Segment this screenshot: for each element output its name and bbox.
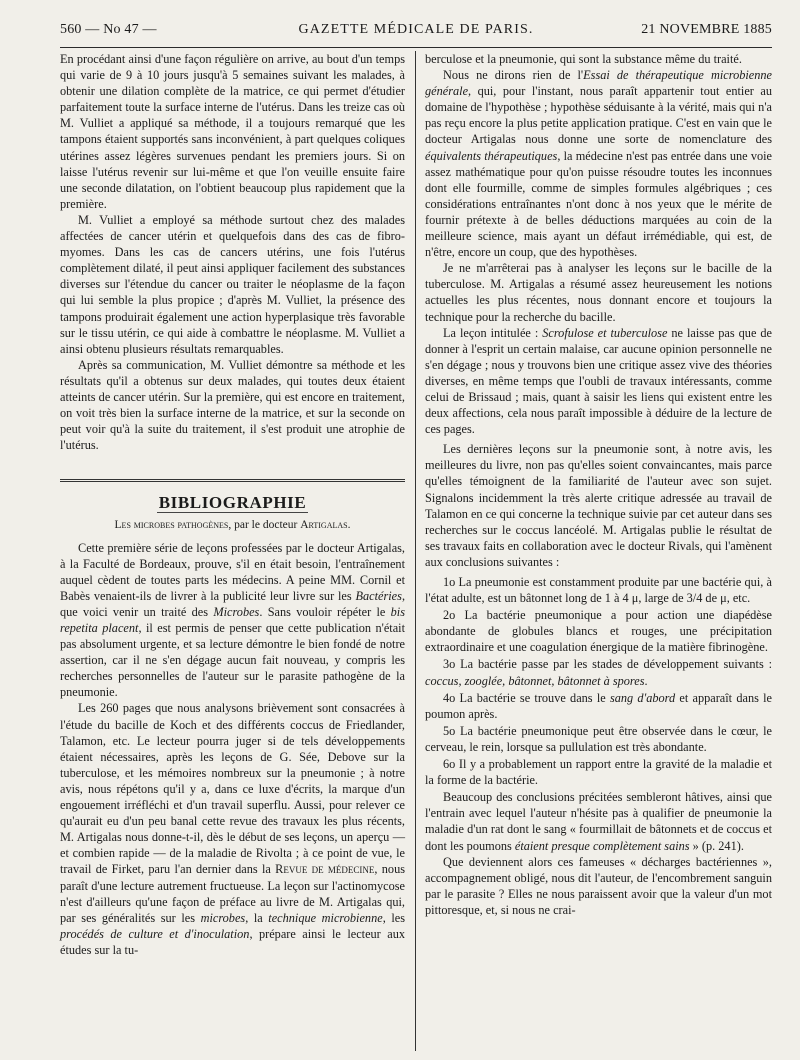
subtitle-by: par le docteur xyxy=(231,519,301,532)
text-run: , la xyxy=(245,910,269,925)
text-columns xyxy=(60,51,772,1051)
paragraph xyxy=(425,789,772,853)
text-run: Cette première série de leçons professées par le docteur Artigalas, à la Faculté de Bordeaux, prouve, s'il en était besoin, l'entraînement auquel cèdent de toutes parts les médecins. A peine MM. Cornil et Babès venaient-ils de livrer à la publicité leur livre sur les xyxy=(60,540,406,603)
bibliography-heading: BIBLIOGRAPHIE xyxy=(158,493,307,513)
book-title: Les microbes pathogènes, xyxy=(114,519,232,532)
italic-text: Scrofulose et tuberculose xyxy=(542,325,668,340)
paragraph: Que deviennent alors ces fameuses « décharges bactériennes », accompagnement obligé, nous dit l'auteur, de l'encombrement sanguin par le parasite ? Elles ne nous paraissent avoir que la valeur d'un mot pittoresque, et, si nous ne crai- xyxy=(425,854,772,917)
conclusions-list xyxy=(425,574,772,788)
text-run: 4o La bactérie se trouve dans le xyxy=(443,690,610,705)
list-item: 2o La bactérie pneumonique a pour action une diapédèse abondante de globules blancs et rouges, une précipitation extraordinaire et une coagulation énergique de la matière fibrinogène. xyxy=(425,608,772,655)
text-run: , que voici venir un traité des xyxy=(60,588,406,619)
left-column xyxy=(60,51,405,1051)
paragraph: En procédant ainsi d'une façon régulière on arrive, au bout d'un temps qui varie de 9 à 10 jours jusqu'à 5 semaines suivant les malades, à obtenir une dilation complète de la matrice, ce qui permet d'étudier parfaitement toute la surface interne de l'utérus. Dans les treize cas où M. Vulliet a appliqué sa méthode, il a toujours remarqué que les tampons étaient supportés sans inconvénient, à part quelques coliques utérines assez légères survenues pendant les premiers jours. Si on laisse l'utérus revenir sur lui-même et que l'on veuille ensuite faire une seconde dilatation, on l'obtient beaucoup plus rapidement que la première. xyxy=(60,52,406,211)
review-subtitle xyxy=(60,517,405,533)
italic-text: coccus, zooglée, bâtonnet, bâtonnet à spores xyxy=(425,673,645,688)
issue-date: 21 NOVEMBRE 1885 xyxy=(641,22,772,37)
paragraph: Je ne m'arrêterai pas à analyser les leçons sur le bacille de la tuberculose. M. Artigalas a résumé assez heureusement les notions actuelles les plus récentes, nous donnant encore et toujours la technique pour la recherche du bacille. xyxy=(425,261,772,324)
text-run: . xyxy=(644,673,648,688)
journal-reference: Revue de médecine xyxy=(275,862,375,877)
italic-text: Bactéries xyxy=(355,588,402,603)
italic-text: technique microbienne xyxy=(268,910,383,925)
journal-title: GAZETTE MÉDICALE DE PARIS. xyxy=(298,22,534,37)
text-run: Nous ne dirons rien de l' xyxy=(443,68,584,83)
page-header xyxy=(60,22,772,42)
paragraph xyxy=(60,700,405,958)
paragraph: M. Vulliet a employé sa méthode surtout chez des malades affectées de cancer utérin et quelquefois dans des cas de fibro-myomes. Dans les cas de cancers utérins, une fois l'utérus complètement dilaté, il peut ainsi appliquer facilement des substances diverses sur l'étendue du cancer ou traiter le néoplasme de la façon qui lui semble la plus propice ; d'après M. Vulliet, la présence des tampons produirait également une action hyperplasique très favorable sur le tissu utérin, ce qui aide à combattre le néoplasme. M. Vulliet a ainsi obtenu plusieurs résultats remarquables. xyxy=(60,212,406,356)
text-run: » (p. 241). xyxy=(689,838,744,853)
text-run: Beaucoup des conclusions précitées sembleront hâtives, ainsi que l'entrain avec lequel l'auteur n'hésite pas à qualifier de pneumonie la maladie d'un rat dont le sang « fourmillait de bâtonnets et de coccus et dont les poumons xyxy=(425,790,772,853)
italic-text: étaient presque complètement sains xyxy=(514,838,690,853)
paragraph: Les dernières leçons sur la pneumonie sont, à notre avis, les meilleures du livre, non pas qu'elles soient convaincantes, mais parce qu'elles témoignent de la familiarité de l'auteur avec son sujet. Signalons incidemment la très alerte critique adressée au travail de Talamon en ce qui concerne la technique suivie par cet auteur dans ses recherches sur le coccus lancéolé. M. Artigalas publie le résultat de ses travaux faits en collaboration avec le docteur Rivals, qui l'amènent aux conclusions suivantes : xyxy=(425,442,772,569)
text-run: , qui, pour l'instant, nous paraît appartenir tout entier au domaine de l'hypothèse ; hypothèse séduisante à la vérité, mais qui n'a pas reçu encore la plus petite application pratique. C'est en vain que le docteur Artigalas nous donne une sorte de nomenclature des xyxy=(425,84,772,147)
list-item xyxy=(425,656,772,688)
italic-text: équivalents thérapeutiques xyxy=(425,148,558,163)
paragraph: berculose et la pneumonie, qui sont la substance même du traité. xyxy=(425,52,742,66)
text-run: , il est permis de penser que cette publication n'était pas absolument urgente, et sa lecture démontre le bien fondé de notre assertion, car il ne s'en dégage aucun fait nouveau, y compris les recherches personnelles de l'auteur sur le parasite pathogène de la pneumonie. xyxy=(60,621,406,700)
italic-text: Essai de thérapeutique microbienne générale xyxy=(425,68,772,99)
section-title xyxy=(60,495,405,511)
italic-text: microbes xyxy=(200,910,246,925)
text-run: Les 260 pages que nous analysons brièvement sont consacrées à l'étude du bacille de Koch et des différents coccus de Friedlander, Talamon, etc. Le lecteur pourra juger si de tels développements étaient nécessaires, après les leçons de G. Sée, Debove sur la tuberculose, et les mémoires nombreux sur la pneumonie ; à notre avis, nous répétons qu'il y a, dans ce luxe d'écrits, la marque d'un engouement irréfléchi et d'un travail superflu. Aussi, pour relever ce qu'aurait eu d'un peu banal cette revue des travaux les plus récents, M. Artigalas nous donne-t-il, dès le début de ses leçons, un aperçu — et combien rapide — de la maladie de Rivolta ; à ce point de vue, le travail de Firket, paru l'an dernier dans la xyxy=(60,701,406,877)
header-rule xyxy=(60,47,772,48)
text-run: , les xyxy=(382,910,405,925)
italic-text: bis repetita placent xyxy=(60,604,406,635)
italic-text: sang d'abord xyxy=(609,690,676,705)
text-run: 3o La bactérie passe par les stades de développement suivants : xyxy=(443,657,772,672)
paragraph xyxy=(425,325,772,438)
list-item: 6o Il y a probablement un rapport entre la gravité de la maladie et la forme de la bactérie. xyxy=(425,757,772,788)
right-column xyxy=(425,51,772,1051)
paragraph xyxy=(425,67,772,260)
book-author: Artigalas. xyxy=(300,519,351,532)
list-item xyxy=(425,690,772,722)
column-divider xyxy=(415,51,416,1051)
paragraph: Après sa communication, M. Vulliet démontre sa méthode et les résultats qu'il a obtenus sur deux malades, qui toutes deux étaient atteints de cancer utérin. Sur la première, qui est encore en traitement, on voit très bien la surface interne de la matrice, et sur la seconde on peut voir qu'à la suite du traitement, il s'est produit une atrophie de l'utérus. xyxy=(60,357,406,453)
list-item: 1o La pneumonie est constamment produite par une bactérie qui, à l'état adulte, est un bâtonnet long de 1 à 4 μ, large de 3/4 de μ, etc. xyxy=(425,575,772,606)
text-run: . Sans vouloir répéter le xyxy=(259,604,391,619)
text-run: , prépare ainsi le lecteur aux études sur la tu- xyxy=(60,926,405,957)
text-run: La leçon intitulée : xyxy=(443,325,543,340)
page-number: 560 — No 47 — xyxy=(60,22,157,37)
italic-text: procédés de culture et d'inoculation xyxy=(60,926,250,941)
text-run: ne laisse pas que de donner à l'esprit un certain malaise, car aucune opinion personnelle ne s'en dégage ; nous y trouvons bien une critique assez vive des théories diverses, en même temps que l'oubli de travaux intéressants, comme celui de Brissaud ; mais, quant à saisir les liens qui existent entre les deux affections, cela nous paraît impossible à déduire de la lecture de ces pages. xyxy=(425,325,772,437)
text-run: et apparaît dans le poumon après. xyxy=(425,690,772,721)
italic-text: Microbes xyxy=(213,604,260,619)
paragraph xyxy=(60,540,405,701)
text-run: , la médecine n'est pas entrée dans une voie assez mathématique pour qu'on puisse résoudre toutes les inconnues dont elle fourmille, comme de simples formules algébriques ; ces considérations entraînantes n'ont donc à nos yeux que le mérite de fournir prétexte à de belles déductions marquées au coin de la meilleure science, mais ayant un défaut irrémédiable, qui est, de n'être, encore un coup, que des hypothèses. xyxy=(425,148,772,260)
list-item: 5o La bactérie pneumonique peut être observée dans le cœur, le cerveau, le rein, lorsque sa pullulation est très abondante. xyxy=(425,723,772,754)
text-run: , nous paraît d'une lecture autrement fructueuse. La leçon sur l'actinomycose n'est d'ailleurs qu'une façon de préface au livre de M. Artigalas qui, par ses généralités sur les xyxy=(60,862,406,925)
section-separator xyxy=(60,479,405,483)
